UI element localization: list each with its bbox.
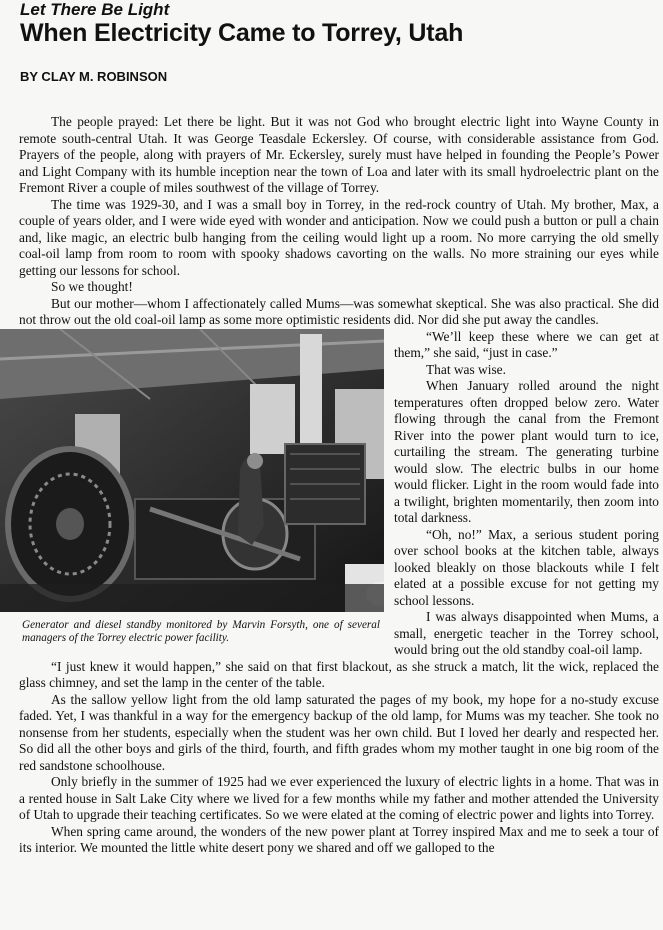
paragraph-10: “I just knew it would happen,” she said on that first blackout, as she struck a match, lit the wick, replaced the glass chimney, and set the lamp in the center of the table. bbox=[19, 658, 659, 690]
photo-caption: Generator and diesel standby monitored by Marvin Forsyth, one of several managers of the Torrey electric power facility. bbox=[22, 618, 380, 644]
paragraph-2: The time was 1929-30, and I was a small boy in Torrey, in the red-rock country of Utah. My brother, Max, a couple of years older, and I were wide eyed with wonder and anticipation. Now we could push a button or pull a chain and, like magic, an electric bulb hanging from the ceiling would light up a room. No more carrying the old smelly coal-oil lamp from room to room with spooky shadows cavorting on the walls. No more straining our eyes while getting our lessons for school. bbox=[19, 196, 659, 278]
paragraph-8: “Oh, no!” Max, a serious student poring over school books at the kitchen table, always looked bleakly on those blackouts while I felt elated at a possible excuse for not getting my school lessons. bbox=[394, 526, 659, 608]
paragraph-13: When spring came around, the wonders of the new power plant at Torrey inspired Max and me to seek a tour of its interior. We mounted the little white desert pony we shared and off we galloped to the bbox=[19, 823, 659, 855]
generator-photo bbox=[0, 329, 384, 612]
paragraph-4: But our mother—whom I affectionately called Mums—was somewhat skeptical. She was also practical. She did not throw out the old coal-oil lamp as some more optimistic residents did. Nor did she put away the candles. bbox=[19, 295, 659, 327]
article-body bbox=[19, 114, 659, 857]
paragraph-6: That was wise. bbox=[426, 361, 506, 377]
paragraph-12: Only briefly in the summer of 1925 had we ever experienced the luxury of electric lights in a home. That was in a rented house in Salt Lake City where we lived for a few months while my father and mother attended the University of Utah to upgrade their teaching certificates. So we were elated at the coming of electric power and lights into Torrey. bbox=[19, 774, 659, 822]
paragraph-5: “We’ll keep these where we can get at them,” she said, “just in case.” bbox=[394, 328, 659, 360]
article-byline: BY CLAY M. ROBINSON bbox=[20, 69, 168, 84]
paragraph-9: I was always disappointed when Mums, a small, energetic teacher in the Torrey school, would bring out the old standby coal-oil lamp. bbox=[394, 609, 659, 657]
paragraph-1: The people prayed: Let there be light. But it was not God who brought electric light into Wayne County in remote south-central Utah. It was George Teasdale Eckersley. Of course, with considerable assistance from God. Prayers of the people, along with prayers of Mr. Eckersley, surely must have helped in founding the People’s Power and Light Company with its humble inception near the town of Loa and later with its small hydroelectric plant on the Fremont River a couple of miles southwest of the village of Torrey. bbox=[19, 114, 659, 195]
paragraph-3: So we thought! bbox=[51, 279, 133, 294]
paragraph-11: As the sallow yellow light from the old lamp saturated the pages of my book, my hope for a no-study excuse faded. Yet, I was thankful in a way for the emergency backup of the old lamp, for Mums was my teacher. She took no nonsense from her students, especially when the student was her own child. But I loved her dearly and respected her. So did all the other boys and girls of the third, fourth, and fifth grades whom my mother taught in one big room of the red sandstone schoolhouse. bbox=[19, 691, 659, 773]
paragraph-7: When January rolled around the night temperatures often dropped below zero. Water flowing through the canal from the Fremont River into the power plant would turn to ice, curtailing the stream. The generating turbine would slow. The electric bulbs in our home would flicker. Light in the room would fade into a twilight, brighten momentarily, then zoom into total darkness. bbox=[394, 378, 659, 525]
article-title: When Electricity Came to Torrey, Utah bbox=[20, 19, 464, 47]
article-kicker: Let There Be Light bbox=[20, 0, 170, 19]
photo-figure bbox=[0, 329, 384, 649]
